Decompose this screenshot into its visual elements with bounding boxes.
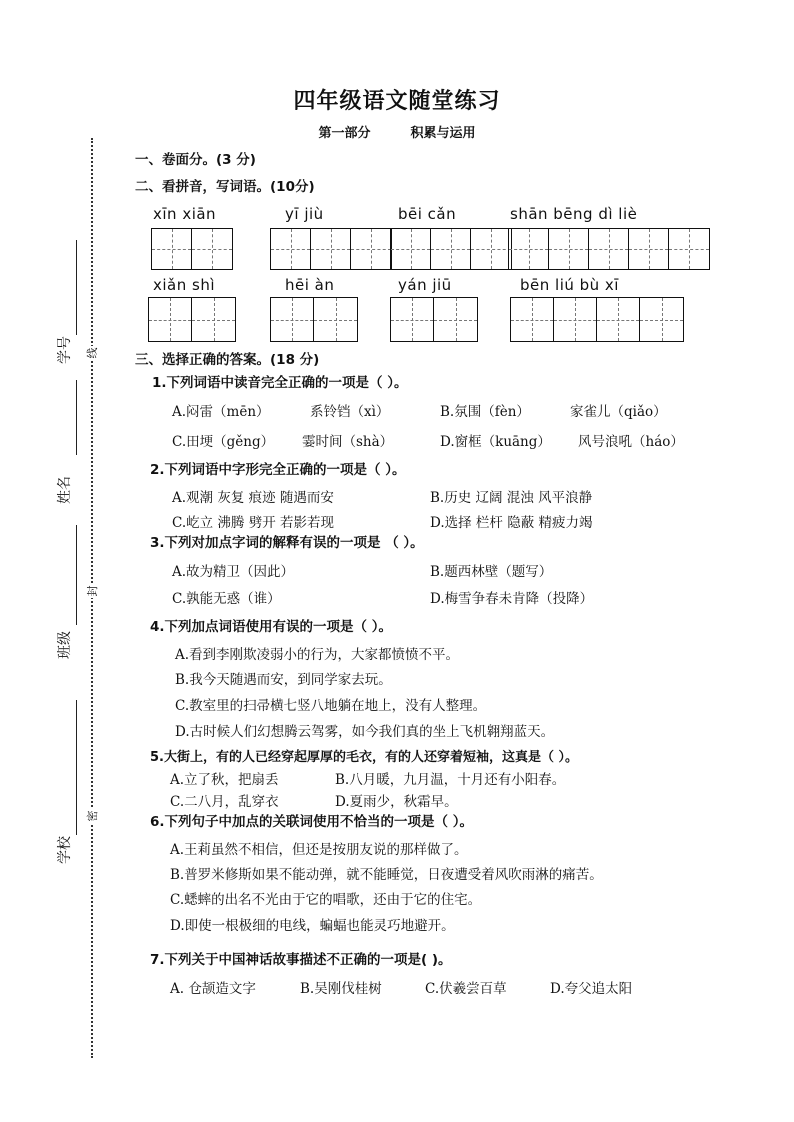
pinyin-label: yī jiù (285, 205, 324, 223)
question-5-option-a[interactable]: A.立了秋，把扇丢 (170, 772, 279, 788)
question-2-option-d[interactable]: D.选择 栏杆 隐蔽 精疲力竭 (430, 515, 593, 531)
pinyin-label: hēi àn (285, 276, 335, 294)
question-1-option-b[interactable]: B.氛围（fèn） (440, 404, 530, 420)
question-2-option-b[interactable]: B.历史 辽阔 混浊 风平浪静 (430, 490, 593, 506)
writing-grid[interactable] (508, 228, 710, 270)
page-title: 四年级语文随堂练习 (293, 89, 501, 114)
pinyin-label: shān bēng dì liè (510, 205, 638, 223)
pinyin-label: yán jiū (398, 276, 452, 294)
question-2-stem: 2.下列词语中字形完全正确的一项是（ ）。 (150, 462, 406, 478)
question-3-option-d[interactable]: D.梅雪争春未肯降（投降） (430, 591, 594, 607)
pinyin-label: bēn liú bù xī (520, 276, 619, 294)
school-label: 学校 (57, 836, 73, 864)
pinyin-label: xīn xiān (153, 205, 217, 223)
question-6-stem: 6.下列句子中加点的关联词使用不恰当的一项是（ ）。 (150, 814, 473, 830)
question-6-option-b[interactable]: B.普罗米修斯如果不能动弹，就不能睡觉，日夜遭受着风吹雨淋的痛苦。 (170, 867, 603, 883)
section-1-heading: 一、卷面分。(3 分) (135, 152, 256, 168)
writing-grid[interactable] (151, 228, 233, 270)
class-label: 班级 (57, 631, 73, 659)
question-1-option-d-2: 风号浪吼（háo） (578, 434, 684, 450)
question-6-option-d[interactable]: D.即使一根极细的电线，蝙蝠也能灵巧地避开。 (170, 918, 455, 934)
student-id-blank (76, 240, 77, 335)
question-5-option-b[interactable]: B.八月暖，九月温，十月还有小阳春。 (335, 772, 566, 788)
question-6-option-c[interactable]: C.蟋蟀的出名不光由于它的唱歌，还由于它的住宅。 (170, 892, 482, 908)
question-7-option-c[interactable]: C.伏羲尝百草 (425, 981, 507, 997)
binding-dotted-line (91, 138, 93, 1058)
section-3-heading: 三、选择正确的答案。(18 分) (135, 352, 320, 368)
writing-grid[interactable] (510, 297, 684, 342)
pinyin-label: xiǎn shì (153, 276, 216, 294)
pinyin-label: bēi cǎn (398, 205, 457, 223)
name-label: 姓名 (57, 476, 73, 504)
question-6-option-a[interactable]: A.王莉虽然不相信，但还是按朋友说的那样做了。 (170, 842, 468, 858)
question-2-option-a[interactable]: A.观潮 灰复 痕迹 随遇而安 (172, 490, 334, 506)
question-2-option-c[interactable]: C.屹立 沸腾 劈开 若影若现 (172, 515, 335, 531)
question-7-stem: 7.下列关于中国神话故事描述不正确的一项是( )。 (150, 952, 452, 968)
writing-grid[interactable] (148, 297, 236, 342)
question-1-option-a[interactable]: A.闷雷（mēn） (172, 404, 270, 420)
question-1-option-a-2: 系铃铛（xì） (310, 404, 390, 420)
writing-grid[interactable] (390, 297, 478, 342)
question-3-option-a[interactable]: A.故为精卫（因此） (172, 564, 295, 580)
class-blank (76, 525, 77, 625)
question-5-option-d[interactable]: D.夏雨少，秋霜早。 (335, 794, 458, 810)
question-4-option-d[interactable]: D.古时候人们幻想腾云驾雾，如今我们真的坐上飞机翱翔蓝天。 (175, 724, 555, 740)
question-3-option-c[interactable]: C.孰能无惑（谁） (172, 591, 281, 607)
student-id-label: 学号 (57, 336, 73, 364)
question-7-option-a[interactable]: A. 仓颉造文字 (170, 981, 256, 997)
page-subtitle (0, 122, 794, 141)
question-1-stem: 1.下列词语中读音完全正确的一项是（ ）。 (152, 375, 408, 391)
part-label: 第一部分 (318, 126, 371, 141)
seal-char-secret: 密 (86, 810, 99, 822)
question-1-option-b-2: 家雀儿（qiǎo） (570, 404, 667, 420)
writing-grid[interactable] (270, 228, 392, 270)
writing-grid[interactable] (390, 228, 512, 270)
question-3-stem: 3.下列对加点字词的解释有误的一项是 （ ）。 (150, 535, 424, 551)
question-5-stem: 5.大街上，有的人已经穿起厚厚的毛衣，有的人还穿着短袖，这真是（ ）。 (150, 750, 579, 765)
seal-char-line: 线 (86, 347, 99, 359)
name-blank (76, 380, 77, 455)
question-4-option-a[interactable]: A.看到李刚欺凌弱小的行为，大家都愤愤不平。 (175, 647, 460, 663)
question-4-stem: 4.下列加点词语使用有误的一项是（ ）。 (150, 619, 392, 635)
section-2-heading: 二、看拼音，写词语。(10分) (135, 179, 315, 195)
question-7-option-d[interactable]: D.夸父追太阳 (550, 981, 633, 997)
question-4-option-b[interactable]: B.我今天随遇而安，到同学家去玩。 (175, 672, 392, 688)
seal-char-seal: 封 (86, 585, 99, 597)
question-1-option-c[interactable]: C.田埂（gěng） (172, 434, 275, 450)
part-name: 积累与运用 (410, 126, 476, 141)
question-7-option-b[interactable]: B.吴刚伐桂树 (300, 981, 382, 997)
question-1-option-d[interactable]: D.窗框（kuāng） (440, 434, 551, 450)
question-4-option-c[interactable]: C.教室里的扫帚横七竖八地躺在地上，没有人整理。 (175, 698, 487, 714)
question-3-option-b[interactable]: B.题西林壁（题写） (430, 564, 553, 580)
writing-grid[interactable] (270, 297, 358, 342)
question-5-option-c[interactable]: C.二八月，乱穿衣 (170, 794, 279, 810)
school-blank (76, 700, 77, 835)
question-1-option-c-2: 霎时间（shà） (302, 434, 394, 450)
